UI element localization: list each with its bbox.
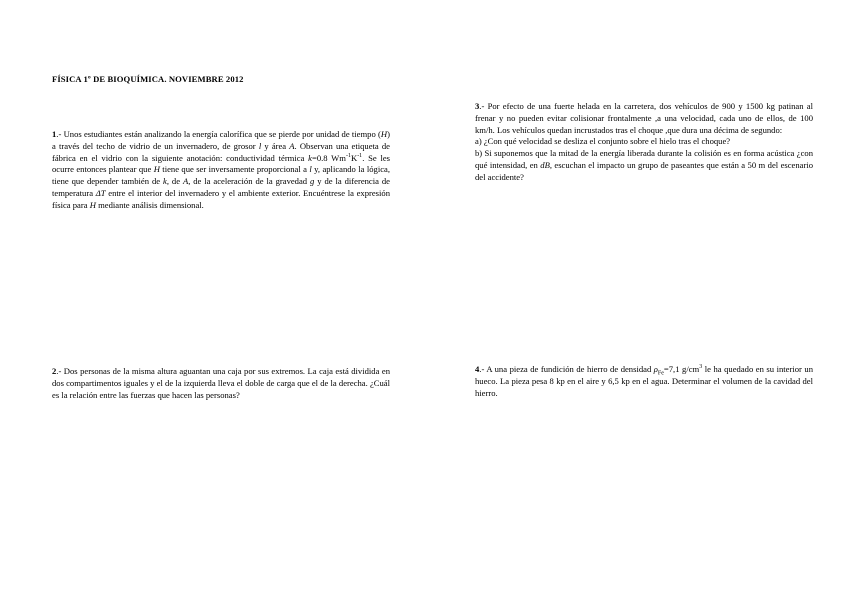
problem-text: =7,1 g/cm bbox=[663, 364, 700, 374]
question-a: a) ¿Con qué velocidad se desliza el conjunto sobre el hielo tras el choque? bbox=[475, 136, 731, 147]
problem-3 bbox=[475, 101, 813, 184]
page-title: FÍSICA 1º DE BIOQUÍMICA. NOVIEMBRE 2012 bbox=[52, 74, 244, 84]
problem-text: ) a través del techo de vidrio de un invernadero, de grosor bbox=[52, 129, 390, 151]
problem-text: , de bbox=[166, 176, 183, 187]
problem-text: K bbox=[350, 152, 358, 163]
problem-number: 4 bbox=[475, 364, 480, 374]
problem-statement bbox=[475, 101, 813, 136]
problem-4 bbox=[475, 364, 813, 399]
problem-number: 3 bbox=[475, 101, 480, 111]
problem-text: Por efecto de una fuerte helada en la carretera, dos vehículos de 900 y 1500 kg patinan al frenar y no pueden evitar colisionar frontalmente ,a una velocidad, cada uno de ellos, de 100 km/h. Los vehículos quedan incrustados tras el choque ,que dura una décima de segundo: bbox=[475, 101, 813, 135]
var-H: H bbox=[89, 199, 96, 210]
var-A: A bbox=[182, 176, 189, 187]
problem-text: b) Si suponemos que la mitad de la energía liberada durante la colisión es en forma acústica ¿con qué intensidad, en bbox=[475, 148, 813, 170]
problem-separator: .- bbox=[479, 364, 487, 374]
problem-text: =0.8 Wm bbox=[311, 152, 346, 163]
problem-text: entre el interior del invernadero y el ambiente exterior. Encuéntrese la expresión física para bbox=[52, 187, 391, 210]
problem-text: tiene que ser inversamente proporcional a bbox=[159, 164, 310, 175]
problem-text: y, aplicando la lógica, tiene que depender también de bbox=[52, 164, 390, 187]
var-k: k bbox=[308, 152, 312, 163]
problem-text: Unos estudiantes están analizando la energía calorífica que se pierde por unidad de tiempo ( bbox=[63, 129, 381, 139]
problem-separator: .- bbox=[479, 101, 488, 111]
problem-text: . Observan una etiqueta de fábrica en el vidrio con la siguiente anotación: conductividad térmica bbox=[52, 140, 390, 163]
var-g: g bbox=[310, 176, 315, 187]
subscript: Fe bbox=[657, 370, 664, 377]
exponent: -1 bbox=[357, 152, 363, 159]
problem-text: le ha quedado en su interior un hueco. La pieza pesa 8 kp en el aire y 6,5 kp en el agua. Determinar el volumen de la cavidad del hierro. bbox=[475, 364, 814, 398]
problem-text: y área bbox=[261, 140, 290, 151]
exponent: -1 bbox=[345, 152, 351, 159]
problem-separator: .- bbox=[56, 129, 64, 139]
problem-text: . Se les ocurre entonces plantear que bbox=[52, 152, 390, 175]
exponent: 3 bbox=[699, 364, 703, 371]
var-H: H bbox=[153, 164, 160, 175]
var-H: H bbox=[380, 129, 388, 139]
var-l: l bbox=[309, 164, 312, 175]
var-delta-t: ΔT bbox=[95, 187, 106, 198]
problem-text: y de la diferencia de temperatura bbox=[52, 176, 390, 198]
problem-number: 2 bbox=[52, 366, 57, 376]
problem-text: Dos personas de la misma altura aguantan una caja por sus extremos. La caja está dividida en dos compartimentos iguales y el de la izquierda lleva el doble de carga que el de la derecha. ¿Cuál es la relación entre las fuerzas que hacen las personas? bbox=[52, 366, 390, 400]
problem-text: mediante análisis dimensional. bbox=[95, 199, 204, 210]
problem-1 bbox=[52, 129, 390, 212]
var-rho: ρ bbox=[653, 364, 658, 374]
problem-text: , escuchan el impacto un grupo de paseantes que están a 50 m del escenario del accidente? bbox=[475, 159, 814, 182]
problem-text: A una pieza de fundición de hierro de densidad bbox=[486, 364, 654, 374]
problem-number: 1 bbox=[52, 129, 57, 139]
var-l: l bbox=[258, 140, 262, 151]
problem-2 bbox=[52, 366, 390, 401]
var-A: A bbox=[289, 140, 295, 151]
question-b bbox=[475, 148, 813, 183]
var-k: k bbox=[163, 176, 167, 187]
problem-separator: .- bbox=[56, 366, 64, 376]
problem-text: , de la aceleración de la gravedad bbox=[188, 176, 311, 187]
unit-db: dB bbox=[540, 159, 550, 170]
